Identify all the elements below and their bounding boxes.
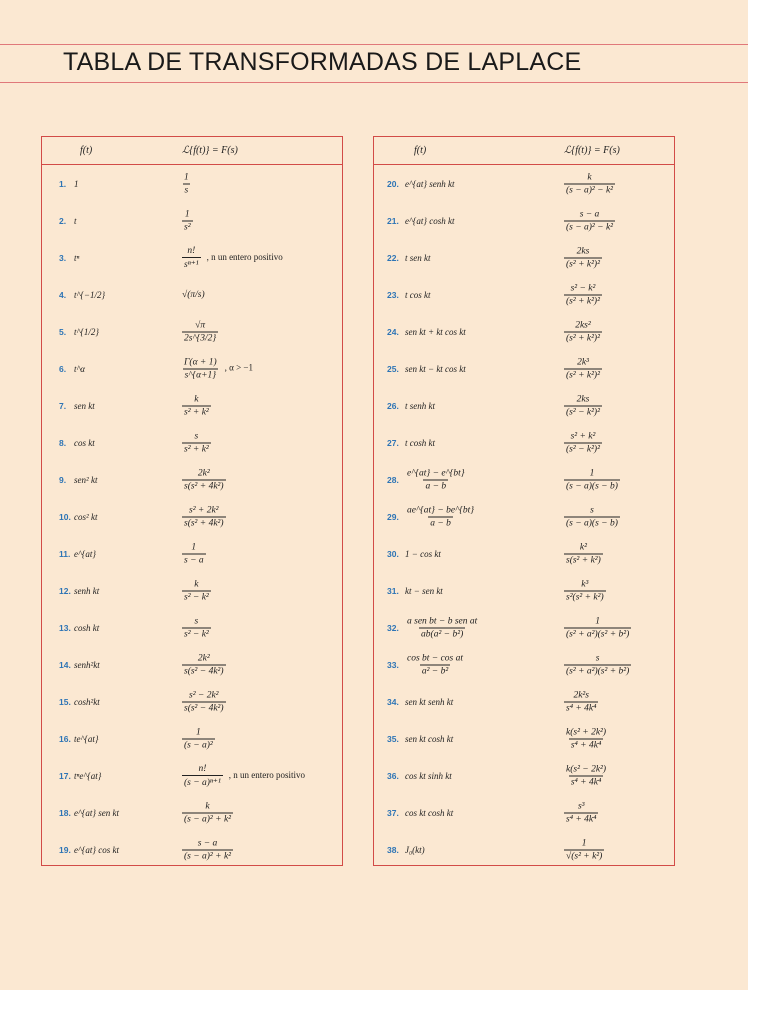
time-function: t cos kt bbox=[405, 289, 431, 300]
transform-denominator: (s² + k²)² bbox=[566, 333, 600, 343]
transform-fraction bbox=[564, 690, 598, 713]
entry-number: 19. bbox=[59, 844, 71, 855]
transform-numerator: 2k² bbox=[197, 468, 210, 478]
time-fraction bbox=[405, 653, 465, 676]
table-row bbox=[374, 165, 674, 202]
time-function: sen kt + kt cos kt bbox=[405, 326, 466, 337]
transform bbox=[564, 838, 604, 861]
transform bbox=[564, 542, 603, 565]
time-function: cos kt sinh kt bbox=[405, 770, 452, 781]
transform-fraction bbox=[564, 320, 602, 343]
transform-denominator: (s − a)(s − b) bbox=[566, 481, 618, 491]
transform-numerator: 1 bbox=[196, 727, 201, 737]
transform-fraction bbox=[182, 579, 211, 602]
transform bbox=[182, 246, 283, 270]
transform bbox=[182, 209, 193, 232]
transform bbox=[182, 690, 226, 713]
transform-fraction bbox=[182, 209, 193, 232]
transform bbox=[182, 801, 233, 824]
left-table bbox=[41, 136, 343, 866]
entry-number: 20. bbox=[387, 178, 399, 189]
transform-numerator: s bbox=[590, 505, 594, 515]
table-row bbox=[42, 535, 342, 572]
entry-number: 28. bbox=[387, 474, 399, 485]
time-function bbox=[405, 653, 465, 676]
entry-number: 37. bbox=[387, 807, 399, 818]
transform bbox=[182, 764, 305, 788]
transform-numerator: s³ bbox=[577, 801, 585, 811]
transform-denominator: s⁴ + 4k⁴ bbox=[566, 814, 597, 824]
entry-number: 27. bbox=[387, 437, 399, 448]
transform-fraction bbox=[564, 172, 615, 195]
header-fs: ℒ{f(t)} = F(s) bbox=[564, 145, 620, 156]
transform-denominator: s⁴ + 4k⁴ bbox=[570, 740, 602, 750]
time-function: cos kt bbox=[74, 437, 95, 448]
transform bbox=[182, 290, 205, 300]
transform-fraction bbox=[564, 209, 615, 232]
transform-denominator: s⁴ + 4k⁴ bbox=[570, 777, 602, 787]
transform-note: , n un entero positivo bbox=[228, 769, 306, 780]
entry-number: 24. bbox=[387, 326, 399, 337]
transform bbox=[182, 542, 206, 565]
transform-denominator: s(s² + 4k²) bbox=[184, 481, 224, 491]
table-row bbox=[374, 461, 674, 498]
transform-denominator: s²(s² + k²) bbox=[566, 592, 604, 602]
transform-fraction bbox=[564, 394, 602, 417]
entry-number: 35. bbox=[387, 733, 399, 744]
transform-fraction bbox=[182, 838, 233, 861]
time-numerator: cos bt − cos at bbox=[407, 653, 464, 663]
transform bbox=[564, 468, 620, 491]
transform-numerator: k(s² − 2k²) bbox=[566, 764, 607, 774]
transform-numerator: s − a bbox=[579, 209, 600, 219]
transform bbox=[564, 283, 602, 306]
time-function: e^{at} senh kt bbox=[405, 178, 455, 189]
transform-fraction bbox=[564, 838, 604, 861]
entry-number: 9. bbox=[59, 474, 67, 485]
time-function: cos kt cosh kt bbox=[405, 807, 454, 818]
transform-numerator: s² + 2k² bbox=[189, 505, 219, 515]
table-row bbox=[374, 794, 674, 831]
transform-fraction bbox=[564, 727, 608, 750]
header-ft: f(t) bbox=[80, 145, 93, 156]
transform bbox=[564, 690, 598, 713]
transform-fraction bbox=[564, 801, 598, 824]
entry-number: 29. bbox=[387, 511, 399, 522]
table-row bbox=[42, 165, 342, 202]
transform-denominator: (s² + a²)(s² + b²) bbox=[566, 666, 630, 676]
transform-denominator: sⁿ⁺¹ bbox=[182, 257, 201, 270]
table-row bbox=[42, 498, 342, 535]
time-function: sen kt − kt cos kt bbox=[405, 363, 466, 374]
time-function: J₀(kt) bbox=[405, 844, 425, 855]
transform-denominator: (s − a)(s − b) bbox=[566, 518, 618, 528]
transform-numerator: n! bbox=[187, 245, 196, 256]
time-function: e^{at} cos kt bbox=[74, 844, 119, 855]
transform bbox=[182, 357, 253, 380]
transform bbox=[564, 727, 608, 750]
transform-numerator: √π bbox=[195, 320, 206, 330]
transform-denominator: s² + k² bbox=[184, 407, 209, 417]
right-table bbox=[373, 136, 675, 866]
transform-fraction bbox=[564, 579, 606, 602]
time-function: sen kt bbox=[74, 400, 95, 411]
time-function: t cosh kt bbox=[405, 437, 435, 448]
transform-denominator: (s − a)² − k² bbox=[566, 185, 614, 195]
time-fraction bbox=[405, 468, 467, 491]
time-function: e^{at} cosh kt bbox=[405, 215, 455, 226]
transform-denominator: (s − a)² + k² bbox=[184, 851, 232, 861]
table-row bbox=[42, 239, 342, 276]
transform bbox=[182, 616, 211, 639]
transform-numerator: s² + k² bbox=[570, 431, 596, 441]
time-function: te^{at} bbox=[74, 733, 99, 744]
time-numerator: a sen bt − b sen at bbox=[407, 616, 478, 626]
transform-numerator: 1 bbox=[184, 172, 189, 182]
time-function: e^{at} bbox=[74, 548, 96, 559]
table-row bbox=[42, 461, 342, 498]
entry-number: 10. bbox=[59, 511, 71, 522]
transform-numerator: 2k³ bbox=[577, 357, 589, 367]
table-row bbox=[374, 424, 674, 461]
table-row bbox=[374, 831, 674, 868]
table-row bbox=[374, 498, 674, 535]
transform-fraction bbox=[564, 468, 620, 491]
transform-fraction bbox=[182, 801, 233, 824]
time-function: t^α bbox=[74, 363, 86, 374]
time-function: e^{at} sen kt bbox=[74, 807, 119, 818]
transform-numerator: k bbox=[205, 801, 210, 811]
header-fs: ℒ{f(t)} = F(s) bbox=[182, 145, 238, 156]
table-row bbox=[374, 350, 674, 387]
transform-numerator: n! bbox=[198, 763, 207, 774]
table-row bbox=[42, 683, 342, 720]
transform-fraction bbox=[182, 505, 226, 528]
transform-fraction bbox=[182, 542, 206, 565]
entry-number: 6. bbox=[59, 363, 67, 374]
transform bbox=[564, 394, 602, 417]
transform-denominator: s(s² − 4k²) bbox=[184, 666, 224, 676]
table-row bbox=[374, 683, 674, 720]
transform-note: , α > −1 bbox=[224, 362, 254, 373]
transform-fraction bbox=[182, 357, 219, 380]
transform-note: , n un entero positivo bbox=[206, 251, 283, 262]
entry-number: 30. bbox=[387, 548, 399, 559]
transform-denominator: 2s^{3/2} bbox=[184, 333, 217, 343]
time-function: sen kt senh kt bbox=[405, 696, 454, 707]
entry-number: 5. bbox=[59, 326, 67, 337]
time-function: 1 bbox=[74, 178, 79, 189]
table-row bbox=[374, 535, 674, 572]
entry-number: 22. bbox=[387, 252, 399, 263]
entry-number: 16. bbox=[59, 733, 71, 744]
transform bbox=[564, 616, 631, 639]
table-row bbox=[42, 609, 342, 646]
table-row bbox=[374, 646, 674, 683]
top-rule bbox=[0, 44, 748, 45]
time-numerator: e^{at} − e^{bt} bbox=[407, 468, 465, 478]
entry-number: 1. bbox=[59, 178, 67, 189]
page-title: TABLA DE TRANSFORMADAS DE LAPLACE bbox=[63, 48, 582, 76]
transform-denominator: s − a bbox=[184, 555, 204, 565]
transform-fraction bbox=[564, 616, 631, 639]
transform-fraction bbox=[564, 431, 602, 454]
transform-numerator: k³ bbox=[581, 579, 589, 589]
entry-number: 17. bbox=[59, 770, 71, 781]
transform-fraction bbox=[182, 468, 226, 491]
transform bbox=[182, 320, 218, 343]
transform-fraction bbox=[182, 764, 223, 788]
table-row bbox=[42, 794, 342, 831]
header-ft: f(t) bbox=[414, 145, 427, 156]
transform-numerator: s bbox=[194, 616, 199, 626]
entry-number: 36. bbox=[387, 770, 399, 781]
transform-numerator: s bbox=[595, 653, 600, 663]
transform-fraction bbox=[182, 616, 211, 639]
entry-number: 34. bbox=[387, 696, 399, 707]
transform-denominator: (s² − k²)² bbox=[566, 444, 600, 454]
transform-numerator: 2k²s bbox=[573, 690, 589, 700]
transform-fraction bbox=[182, 431, 211, 454]
time-function: cosh kt bbox=[74, 622, 100, 633]
entry-number: 15. bbox=[59, 696, 71, 707]
transform-denominator: s² + k² bbox=[184, 444, 209, 454]
transform-numerator: s² − 2k² bbox=[189, 690, 219, 700]
transform-denominator: s^{α+1} bbox=[184, 370, 217, 380]
entry-number: 4. bbox=[59, 289, 67, 300]
table-row bbox=[42, 646, 342, 683]
transform bbox=[564, 764, 608, 787]
table-row bbox=[374, 609, 674, 646]
entry-number: 38. bbox=[387, 844, 399, 855]
transform-numerator: 1 bbox=[191, 542, 197, 552]
time-function: cosh²kt bbox=[74, 696, 100, 707]
transform-numerator: 2k² bbox=[197, 653, 210, 663]
time-numerator: ae^{at} − be^{bt} bbox=[407, 505, 475, 515]
transform-denominator: s² bbox=[184, 222, 191, 232]
transform-fraction bbox=[182, 246, 201, 270]
entry-number: 3. bbox=[59, 252, 67, 263]
transform-numerator: 2ks bbox=[576, 246, 590, 256]
time-denominator: a² − b² bbox=[421, 666, 449, 676]
transform-fraction bbox=[564, 283, 602, 306]
transform-denominator: s² − k² bbox=[184, 629, 209, 639]
transform-denominator: s(s² + 4k²) bbox=[184, 518, 224, 528]
transform-denominator: s(s² + k²) bbox=[566, 555, 601, 565]
time-function bbox=[405, 505, 476, 528]
entry-number: 13. bbox=[59, 622, 71, 633]
transform-denominator: s⁴ + 4k⁴ bbox=[566, 703, 597, 713]
transform bbox=[564, 320, 602, 343]
transform bbox=[182, 394, 211, 417]
entry-number: 25. bbox=[387, 363, 399, 374]
transform-numerator: k² bbox=[579, 542, 587, 552]
transform-numerator: k bbox=[194, 579, 199, 589]
transform bbox=[564, 357, 602, 380]
transform-denominator: (s² − k²)² bbox=[566, 407, 600, 417]
transform bbox=[564, 801, 598, 824]
transform bbox=[564, 209, 615, 232]
transform bbox=[182, 431, 211, 454]
table-row bbox=[374, 757, 674, 794]
transform-fraction bbox=[564, 357, 602, 380]
entry-number: 26. bbox=[387, 400, 399, 411]
table-row bbox=[42, 831, 342, 868]
transform-fraction bbox=[182, 727, 215, 750]
table-row bbox=[374, 239, 674, 276]
right-table-rows bbox=[374, 165, 674, 868]
table-row bbox=[374, 313, 674, 350]
left-table-rows bbox=[42, 165, 342, 868]
transform-denominator: s bbox=[184, 185, 189, 195]
transform-numerator: s − a bbox=[197, 838, 218, 848]
time-function: t bbox=[74, 215, 77, 226]
transform-fraction bbox=[182, 653, 226, 676]
time-denominator: ab(a² − b²) bbox=[421, 629, 464, 639]
transform bbox=[564, 172, 615, 195]
transform-denominator: (s² + a²)(s² + b²) bbox=[566, 629, 630, 639]
transform bbox=[182, 838, 233, 861]
table-row bbox=[42, 202, 342, 239]
transform-numerator: s bbox=[194, 431, 199, 441]
table-row bbox=[42, 424, 342, 461]
entry-number: 12. bbox=[59, 585, 71, 596]
time-function: sen² kt bbox=[74, 474, 98, 485]
table-row bbox=[42, 276, 342, 313]
title-rule bbox=[0, 82, 748, 83]
time-function: cos² kt bbox=[74, 511, 98, 522]
time-denominator: a − b bbox=[425, 481, 447, 491]
transform-fraction bbox=[182, 320, 218, 343]
transform bbox=[564, 246, 602, 269]
left-table-header bbox=[42, 137, 342, 165]
transform-denominator: (s − a)² − k² bbox=[566, 222, 614, 232]
time-function: tⁿe^{at} bbox=[74, 770, 102, 781]
table-row bbox=[374, 202, 674, 239]
right-table-header bbox=[374, 137, 674, 165]
time-function bbox=[405, 468, 467, 491]
entry-number: 8. bbox=[59, 437, 67, 448]
table-row bbox=[374, 572, 674, 609]
entry-number: 31. bbox=[387, 585, 399, 596]
transform bbox=[564, 505, 620, 528]
entry-number: 11. bbox=[59, 548, 71, 559]
transform bbox=[182, 727, 215, 750]
transform-numerator: Γ(α + 1) bbox=[184, 357, 217, 367]
entry-number: 23. bbox=[387, 289, 399, 300]
transform-denominator: (s − a)² bbox=[184, 740, 213, 750]
transform bbox=[182, 172, 191, 195]
entry-number: 18. bbox=[59, 807, 71, 818]
transform-numerator: 1 bbox=[581, 838, 587, 848]
table-row bbox=[42, 757, 342, 794]
transform-denominator: (s² + k²)² bbox=[566, 370, 600, 380]
transform bbox=[564, 579, 606, 602]
transform bbox=[182, 505, 226, 528]
transform-fraction bbox=[564, 505, 620, 528]
transform-numerator: s² − k² bbox=[570, 283, 596, 293]
transform-denominator: s² − k² bbox=[184, 592, 209, 602]
table-row bbox=[42, 313, 342, 350]
table-row bbox=[42, 387, 342, 424]
entry-number: 2. bbox=[59, 215, 67, 226]
transform-fraction bbox=[182, 394, 211, 417]
transform-denominator: √(s² + k²) bbox=[566, 851, 603, 861]
time-denominator: a − b bbox=[430, 518, 451, 528]
entry-number: 33. bbox=[387, 659, 399, 670]
transform-numerator: k(s² + 2k²) bbox=[566, 727, 607, 737]
transform-fraction bbox=[182, 690, 226, 713]
time-function: tⁿ bbox=[74, 252, 80, 263]
time-function bbox=[405, 616, 479, 639]
transform-numerator: 1 bbox=[184, 209, 190, 219]
entry-number: 7. bbox=[59, 400, 67, 411]
transform-expression: √(π/s) bbox=[182, 289, 205, 300]
transform-numerator: 1 bbox=[589, 468, 595, 478]
transform-fraction bbox=[564, 764, 608, 787]
table-row bbox=[374, 720, 674, 757]
entry-number: 14. bbox=[59, 659, 71, 670]
transform-numerator: 2ks bbox=[576, 394, 590, 404]
time-fraction bbox=[405, 616, 479, 639]
transform-denominator: (s − a)ⁿ⁺¹ bbox=[182, 775, 223, 788]
time-function: senh²kt bbox=[74, 659, 100, 670]
table-row bbox=[42, 720, 342, 757]
transform-denominator: (s² + k²)² bbox=[566, 296, 600, 306]
transform bbox=[182, 468, 226, 491]
transform-fraction bbox=[564, 246, 602, 269]
time-function: kt − sen kt bbox=[405, 585, 443, 596]
time-function: sen kt cosh kt bbox=[405, 733, 454, 744]
transform-numerator: 1 bbox=[595, 616, 600, 626]
transform-denominator: (s − a)² + k² bbox=[184, 814, 232, 824]
entry-number: 21. bbox=[387, 215, 399, 226]
transform-denominator: s(s² − 4k²) bbox=[184, 703, 224, 713]
time-function: t^{−1/2} bbox=[74, 289, 106, 300]
time-function: t^{1/2} bbox=[74, 326, 99, 337]
transform-numerator: k bbox=[587, 172, 592, 182]
transform bbox=[564, 653, 631, 676]
transform bbox=[182, 579, 211, 602]
transform-denominator: (s² + k²)² bbox=[566, 259, 600, 269]
time-function: 1 − cos kt bbox=[405, 548, 441, 559]
table-row bbox=[374, 276, 674, 313]
transform-numerator: 2ks² bbox=[575, 320, 591, 330]
transform bbox=[564, 431, 602, 454]
table-row bbox=[374, 387, 674, 424]
entry-number: 32. bbox=[387, 622, 399, 633]
transform-numerator: k bbox=[194, 394, 199, 404]
transform-fraction bbox=[564, 653, 631, 676]
time-function: senh kt bbox=[74, 585, 100, 596]
table-row bbox=[42, 572, 342, 609]
table-row bbox=[42, 350, 342, 387]
time-function: t sen kt bbox=[405, 252, 431, 263]
transform bbox=[182, 653, 226, 676]
transform-fraction bbox=[182, 172, 191, 195]
transform-fraction bbox=[564, 542, 603, 565]
time-fraction bbox=[405, 505, 476, 528]
time-function: t senh kt bbox=[405, 400, 435, 411]
